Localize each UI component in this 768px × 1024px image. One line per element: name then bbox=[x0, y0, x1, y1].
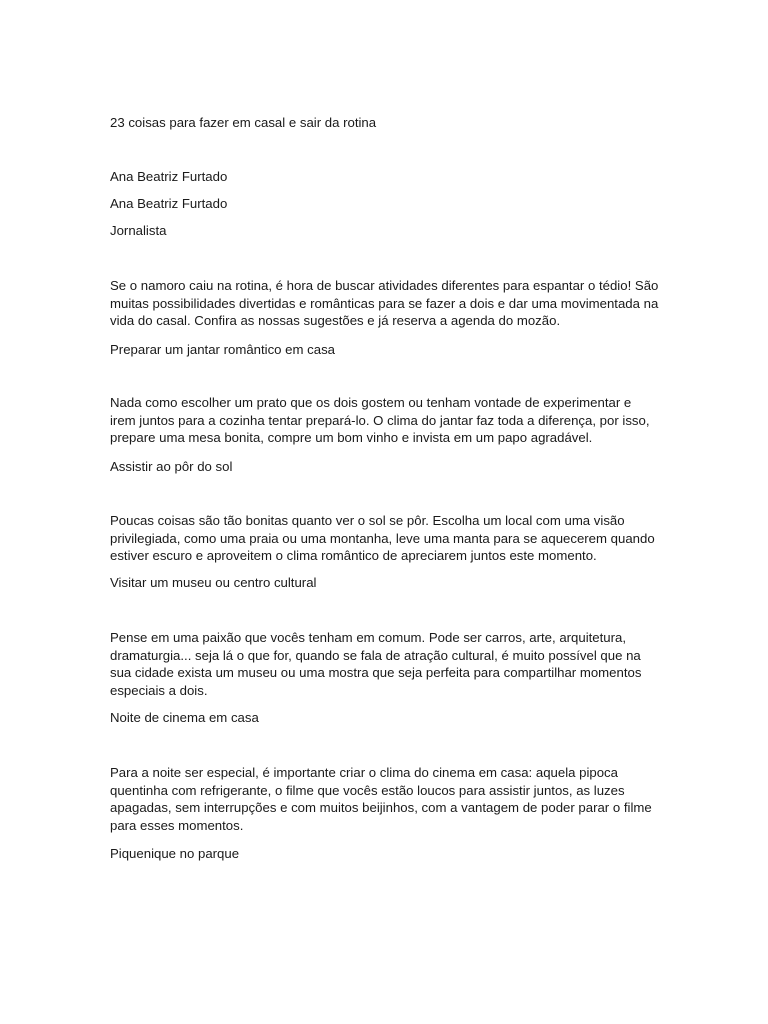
section-heading: Assistir ao pôr do sol bbox=[110, 459, 233, 474]
document-title: 23 coisas para fazer em casal e sair da rotina bbox=[110, 115, 377, 130]
section-heading: Piquenique no parque bbox=[110, 846, 240, 861]
section-heading: Noite de cinema em casa bbox=[110, 710, 259, 725]
section-heading: Preparar um jantar romântico em casa bbox=[110, 342, 336, 357]
author-role: Jornalista bbox=[110, 223, 167, 238]
author-name: Ana Beatriz Furtado bbox=[110, 169, 228, 184]
section-body: Para a noite ser especial, é importante criar o clima do cinema em casa: aquela pipoca quentinha com refrigerante, o filme que vocês estão loucos para assistir juntos, as luzes apagadas, sem interrupções e com muitos beijinhos, com a vantagem de poder parar o filme para esses momentos. bbox=[110, 765, 652, 833]
section-body: Pense em uma paixão que vocês tenham em comum. Pode ser carros, arte, arquitetura, dramaturgia... seja lá o que for, quando se fala de atração cultural, é muito possível que na sua cidade exista um museu ou uma mostra que seja perfeita para compartilhar momentos especiais a dois. bbox=[110, 630, 642, 698]
section-body: Poucas coisas são tão bonitas quanto ver o sol se pôr. Escolha um local com uma visão privilegiada, como uma praia ou uma montanha, leve uma manta para se aquecerem quando estiver escuro e aproveitem o clima romântico de apreciarem juntos este momento. bbox=[110, 513, 655, 563]
section-heading: Visitar um museu ou centro cultural bbox=[110, 575, 317, 590]
intro-paragraph: Se o namoro caiu na rotina, é hora de buscar atividades diferentes para espantar o tédio! São muitas possibilidades divertidas e românticas para se fazer a dois e dar uma movimentada na vida do casal. Confira as nossas sugestões e já reserva a agenda do mozão. bbox=[110, 278, 659, 328]
section-body: Nada como escolher um prato que os dois gostem ou tenham vontade de experimentar e irem juntos para a cozinha tentar prepará-lo. O clima do jantar faz toda a diferença, por isso, prepare uma mesa bonita, compre um bom vinho e invista em um papo agradável. bbox=[110, 395, 650, 445]
author-name-repeat: Ana Beatriz Furtado bbox=[110, 196, 228, 211]
